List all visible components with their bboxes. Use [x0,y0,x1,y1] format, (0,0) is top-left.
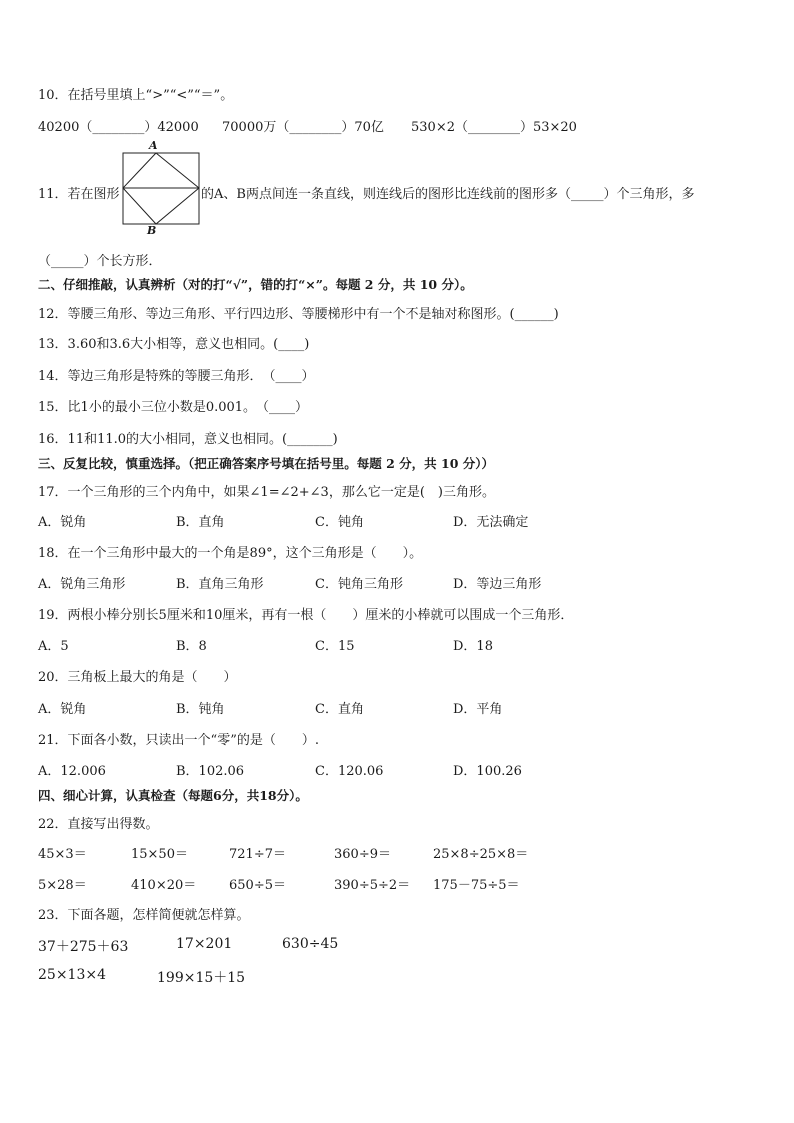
q10-part-a: 40200（________）42000 [38,120,199,135]
q21-option-d: D．100.26 [453,764,522,779]
q21-option-b: B．102.06 [176,764,245,779]
q20-stem: 20．三角板上最大的角是（ ） [38,670,237,685]
q22-r2-5: 175－75÷5＝ [433,878,520,893]
q14: 14．等边三角形是特殊的等腰三角形． （____） [38,369,315,384]
q18-option-c: C．钝角三角形 [315,577,403,592]
q22-r2-3: 650÷5＝ [229,878,286,893]
q22-r1-1: 45×3＝ [38,847,87,862]
q23-r2-2: 199×15＋15 [157,970,246,986]
q20-option-c: C．直角 [315,702,364,717]
q10-part-c: 530×2（________）53×20 [411,120,577,135]
q20-option-b: B．钝角 [176,702,225,717]
q19-option-d: D．18 [453,639,493,654]
q12: 12．等腰三角形、等边三角形、平行四边形、等腰梯形中有一个不是轴对称图形。(______) [38,307,559,322]
q23-stem: 23．下面各题，怎样简便就怎样算。 [38,908,250,923]
q20-option-d: D．平角 [453,702,503,717]
q22-r2-4: 390÷5÷2＝ [334,878,411,893]
q21-option-c: C．120.06 [315,764,384,779]
q17-stem: 17．一个三角形的三个内角中，如果∠1=∠2+∠3，那么它一定是( )三角形。 [38,485,495,500]
q11-text-post: 的A、B两点间连一条直线，则连线后的图形比连线前的图形多（_____）个三角形，多 [201,187,695,202]
figure-label-b: B [147,224,157,237]
q23-r1-1: 37＋275＋63 [38,939,129,955]
q22-r2-1: 5×28＝ [38,878,87,893]
q17-option-c: C．钝角 [315,515,364,530]
q22-r1-4: 360÷9＝ [334,847,391,862]
q15: 15．比1小的最小三位小数是0.001。 （____） [38,400,309,415]
q22-r1-2: 15×50＝ [131,847,188,862]
q11-text-pre: 11．若在图形 [38,187,120,202]
q10-part-b: 70000万（________）70亿 [222,120,384,135]
q13: 13．3.60和3.6大小相等，意义也相同。(____) [38,337,310,352]
q21-stem: 21．下面各小数，只读出一个“零”的是（ ）. [38,733,319,748]
q17-option-b: B．直角 [176,515,225,530]
section2-header: 二、仔细推敲，认真辨析（对的打“√”，错的打“×”。每题 2 分，共 10 分）。 [38,277,473,292]
q22-r2-2: 410×20＝ [131,878,197,893]
q18-option-a: A．锐角三角形 [38,577,126,592]
q18-option-b: B．直角三角形 [176,577,264,592]
q19-option-b: B．8 [176,639,207,654]
q23-r1-2: 17×201 [176,936,233,952]
q19-option-a: A．5 [38,639,69,654]
q18-option-d: D．等边三角形 [453,577,542,592]
q22-stem: 22．直接写出得数。 [38,817,159,832]
q23-r2-1: 25×13×4 [38,967,106,983]
q18-stem: 18．在一个三角形中最大的一个角是89°，这个三角形是（ ）。 [38,546,423,561]
q21-option-a: A．12.006 [38,764,106,779]
q10-stem: 10．在括号里填上“>”“<”“＝”。 [38,88,234,103]
q17-option-a: A．锐角 [38,515,87,530]
section4-header: 四、细心计算，认真检查（每题6分，共18分）。 [38,788,308,803]
rectangle-rhombus-figure [122,139,200,237]
q19-stem: 19．两根小棒分别长5厘米和10厘米，再有一根（ ）厘米的小棒就可以围成一个三角形． [38,608,574,623]
q17-option-d: D．无法确定 [453,515,529,530]
section3-header: 三、反复比较，慎重选择。（把正确答案序号填在括号里。每题 2 分，共 10 分）） [38,456,495,471]
q11-line2: （_____）个长方形． [38,254,162,269]
q22-r1-5: 25×8÷25×8＝ [433,847,529,862]
q16: 16．11和11.0的大小相同，意义也相同。(_______) [38,432,338,447]
q23-r1-3: 630÷45 [282,936,339,952]
q20-option-a: A．锐角 [38,702,87,717]
q22-r1-3: 721÷7＝ [229,847,286,862]
q19-option-c: C．15 [315,639,355,654]
figure-label-a: A [149,139,158,152]
